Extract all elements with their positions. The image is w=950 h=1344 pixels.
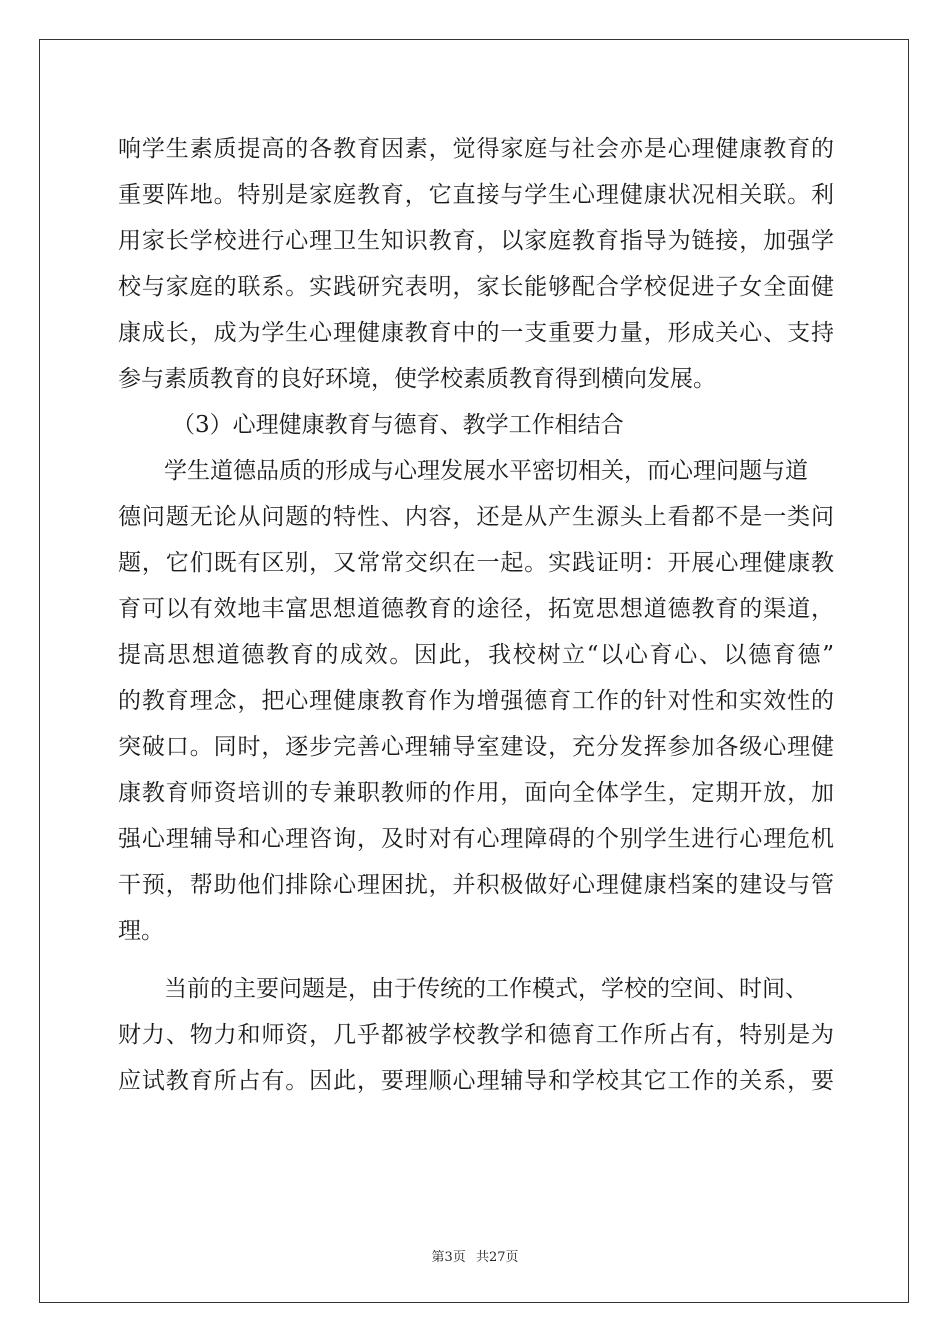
text-line: 响学生素质提高的各教育因素，觉得家庭与社会亦是心理健康教育的 xyxy=(118,136,834,162)
text-line: 理。 xyxy=(118,918,164,944)
page-number: 第3页 xyxy=(431,1250,466,1265)
text-line: 校与家庭的联系。实践研究表明，家长能够配合学校促进子女全面健 xyxy=(118,274,834,300)
page-footer xyxy=(0,1246,950,1265)
text-line: 应试教育所占有。因此，要理顺心理辅导和学校其它工作的关系，要 xyxy=(118,1068,834,1094)
text-line: 当前的主要问题是，由于传统的工作模式，学校的空间、时间、 xyxy=(164,976,808,1002)
text-line: 用家长学校进行心理卫生知识教育，以家庭教育指导为链接，加强学 xyxy=(118,228,834,254)
text-line: 干预，帮助他们排除心理困扰，并积极做好心理健康档案的建设与管 xyxy=(118,872,834,898)
text-line: 强心理辅导和心理咨询，及时对有心理障碍的个别学生进行心理危机 xyxy=(118,826,834,852)
document-body xyxy=(118,126,834,1104)
text-line: 题，它们既有区别，又常常交织在一起。实践证明：开展心理健康教 xyxy=(118,550,834,576)
text-line: 财力、物力和师资，几乎都被学校教学和德育工作所占有，特别是为 xyxy=(118,1022,834,1048)
text-line: 提高思想道德教育的成效。因此，我校树立“以心育心、以德育德” xyxy=(118,642,834,668)
text-line: 学生道德品质的形成与心理发展水平密切相关，而心理问题与道 xyxy=(164,458,808,484)
total-pages: 共27页 xyxy=(475,1250,519,1265)
paragraph-spacer xyxy=(118,954,834,966)
text-line: 德问题无论从问题的特性、内容，还是从产生源头上看都不是一类问 xyxy=(118,504,834,530)
section-heading: （3）心理健康教育与德育、教学工作相结合 xyxy=(172,412,624,438)
text-line: 康教育师资培训的专兼职教师的作用，面向全体学生，定期开放，加 xyxy=(118,780,834,806)
paragraph-2 xyxy=(118,448,834,954)
text-line: 康成长，成为学生心理健康教育中的一支重要力量，形成关心、支持 xyxy=(118,320,834,346)
text-line: 参与素质教育的良好环境，使学校素质教育得到横向发展。 xyxy=(118,366,716,392)
text-line: 重要阵地。特别是家庭教育，它直接与学生心理健康状况相关联。利 xyxy=(118,182,834,208)
text-line: 育可以有效地丰富思想道德教育的途径，拓宽思想道德教育的渠道， xyxy=(118,596,834,622)
text-line: 的教育理念，把心理健康教育作为增强德育工作的针对性和实效性的 xyxy=(118,688,834,714)
paragraph-1 xyxy=(118,126,834,402)
text-line: 突破口。同时，逐步完善心理辅导室建设，充分发挥参加各级心理健 xyxy=(118,734,834,760)
paragraph-3 xyxy=(118,966,834,1104)
